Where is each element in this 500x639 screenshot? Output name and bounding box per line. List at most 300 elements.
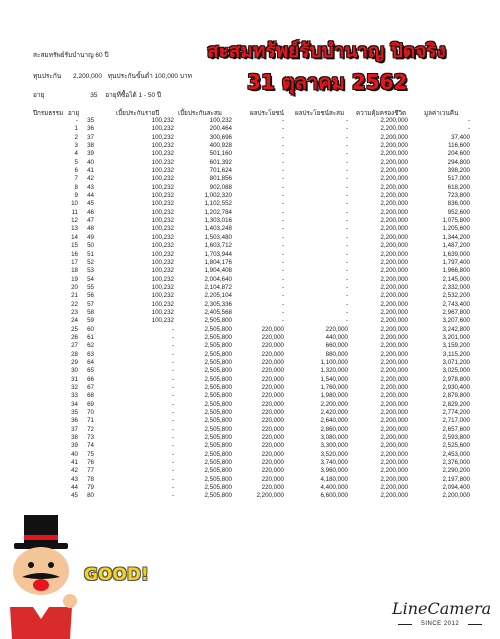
cell-cumulative-benefit: - bbox=[345, 217, 348, 225]
cell-life-cover: 2,200,000 bbox=[380, 208, 408, 216]
cell-surrender-value: 1,344,200 bbox=[442, 233, 470, 241]
cell-cumulative-premium: 1,503,480 bbox=[204, 233, 232, 241]
cell-benefit: 220,000 bbox=[261, 367, 284, 375]
cell-age: 58 bbox=[87, 308, 94, 316]
table-row bbox=[0, 476, 500, 484]
cell-age: 60 bbox=[87, 325, 94, 333]
cell-annual-premium: 100,232 bbox=[151, 308, 174, 316]
cell-age: 41 bbox=[87, 167, 94, 175]
cell-benefit: 220,000 bbox=[261, 434, 284, 442]
sum-insured-line bbox=[33, 71, 192, 81]
cell-policy-year: 27 bbox=[71, 342, 78, 350]
cell-cumulative-premium: 1,703,944 bbox=[204, 250, 232, 258]
cell-annual-premium: - bbox=[171, 425, 174, 433]
cell-cumulative-benefit: - bbox=[345, 183, 348, 191]
cell-age: 43 bbox=[87, 183, 94, 191]
promo-title: สะสมทรัพย์รับบำนาญ ปิดจริง bbox=[207, 40, 446, 62]
cell-cumulative-benefit: - bbox=[345, 292, 348, 300]
cell-cumulative-premium: 100,232 bbox=[209, 117, 232, 124]
cell-annual-premium: - bbox=[171, 367, 174, 375]
cell-policy-year: 12 bbox=[71, 217, 78, 225]
cell-cumulative-premium: 2,505,800 bbox=[204, 325, 232, 333]
cell-surrender-value: 2,332,000 bbox=[442, 283, 470, 291]
cell-life-cover: 2,200,000 bbox=[380, 267, 408, 275]
good-sticker: GOOD! bbox=[84, 565, 149, 585]
cell-policy-year: 38 bbox=[71, 434, 78, 442]
cell-surrender-value: 3,159,200 bbox=[442, 342, 470, 350]
cell-cumulative-premium: 2,505,800 bbox=[204, 442, 232, 450]
cell-annual-premium: - bbox=[171, 342, 174, 350]
table-row bbox=[0, 284, 500, 292]
cell-surrender-value: 2,290,200 bbox=[442, 467, 470, 475]
cell-surrender-value: 3,025,000 bbox=[442, 367, 470, 375]
cell-surrender-value: 2,525,600 bbox=[442, 442, 470, 450]
table-row bbox=[0, 467, 500, 475]
cell-surrender-value: 952,600 bbox=[447, 208, 470, 216]
cell-annual-premium: - bbox=[171, 442, 174, 450]
cell-cumulative-premium: 2,505,800 bbox=[204, 459, 232, 467]
cell-benefit: 220,000 bbox=[261, 375, 284, 383]
cell-annual-premium: 100,232 bbox=[151, 267, 174, 275]
cell-annual-premium: - bbox=[171, 459, 174, 467]
table-row bbox=[0, 192, 500, 200]
cell-policy-year: 8 bbox=[74, 183, 78, 191]
cell-policy-year: 18 bbox=[71, 267, 78, 275]
cell-policy-year: 10 bbox=[71, 200, 78, 208]
cell-life-cover: 2,200,000 bbox=[380, 367, 408, 375]
col-life-cover: ความคุ้มครองชีวิต bbox=[356, 110, 407, 117]
cell-age: 49 bbox=[87, 233, 94, 241]
cell-life-cover: 2,200,000 bbox=[380, 484, 408, 492]
cell-benefit: - bbox=[281, 267, 284, 275]
cell-surrender-value: 116,600 bbox=[448, 142, 470, 150]
cell-cumulative-premium: 2,505,800 bbox=[204, 425, 232, 433]
cell-life-cover: 2,200,000 bbox=[380, 258, 408, 266]
cell-age: 42 bbox=[87, 175, 94, 183]
cell-policy-year: 28 bbox=[71, 350, 78, 358]
cell-cumulative-benefit: 880,000 bbox=[325, 350, 348, 358]
cell-surrender-value: 2,967,800 bbox=[442, 308, 470, 316]
table-row bbox=[0, 142, 500, 150]
cell-age: 70 bbox=[87, 409, 94, 417]
cell-surrender-value: 2,593,800 bbox=[442, 434, 470, 442]
cell-age: 76 bbox=[87, 459, 94, 467]
cell-cumulative-premium: 501,160 bbox=[209, 150, 232, 158]
cell-surrender-value: 2,453,000 bbox=[442, 450, 470, 458]
cell-policy-year: 19 bbox=[71, 275, 78, 283]
cell-life-cover: 2,200,000 bbox=[380, 417, 408, 425]
cell-cumulative-benefit: 2,420,000 bbox=[320, 409, 348, 417]
cell-surrender-value: 2,774,200 bbox=[442, 409, 470, 417]
cell-surrender-value: 37,400 bbox=[451, 133, 470, 141]
cell-benefit: - bbox=[281, 300, 284, 308]
cell-policy-year: 45 bbox=[71, 492, 78, 500]
cell-policy-year: 32 bbox=[71, 384, 78, 391]
cell-age: 39 bbox=[87, 150, 94, 158]
table-body bbox=[0, 117, 500, 501]
cell-cumulative-benefit: 440,000 bbox=[325, 333, 348, 341]
cell-cumulative-premium: 2,505,800 bbox=[204, 434, 232, 442]
cell-annual-premium: - bbox=[171, 484, 174, 492]
cell-cumulative-premium: 400,928 bbox=[209, 142, 232, 150]
cell-annual-premium: - bbox=[171, 400, 174, 408]
cell-cumulative-premium: 2,505,800 bbox=[204, 317, 232, 325]
cell-cumulative-premium: 1,904,408 bbox=[204, 267, 232, 275]
cell-annual-premium: 100,232 bbox=[151, 200, 174, 208]
cell-policy-year: - bbox=[75, 117, 78, 124]
cell-benefit: 220,000 bbox=[261, 325, 284, 333]
cell-benefit: - bbox=[281, 308, 284, 316]
cell-annual-premium: 100,232 bbox=[151, 233, 174, 241]
cell-surrender-value: 2,978,800 bbox=[442, 375, 470, 383]
table-row bbox=[0, 234, 500, 242]
cell-cumulative-benefit: - bbox=[345, 192, 348, 200]
cell-cumulative-benefit: - bbox=[345, 242, 348, 250]
cell-cumulative-premium: 2,505,800 bbox=[204, 484, 232, 492]
cell-surrender-value: 3,242,800 bbox=[442, 325, 470, 333]
cell-benefit: 220,000 bbox=[261, 358, 284, 366]
table-row bbox=[0, 484, 500, 492]
cell-policy-year: 9 bbox=[74, 192, 78, 200]
cell-cumulative-benefit: 4,180,000 bbox=[320, 475, 348, 483]
cell-annual-premium: 100,232 bbox=[151, 317, 174, 325]
cell-life-cover: 2,200,000 bbox=[380, 300, 408, 308]
cell-benefit: 220,000 bbox=[261, 425, 284, 433]
table-row bbox=[0, 342, 500, 350]
cell-life-cover: 2,200,000 bbox=[380, 409, 408, 417]
cell-cumulative-premium: 2,205,104 bbox=[204, 292, 232, 300]
table-row bbox=[0, 367, 500, 375]
col-surrender-value: มูลค่าเวนคืน bbox=[424, 110, 459, 117]
cell-cumulative-premium: 701,624 bbox=[209, 167, 232, 175]
col-annual-premium: เบี้ยประกันรายปี bbox=[116, 110, 160, 117]
cell-life-cover: 2,200,000 bbox=[380, 350, 408, 358]
col-age: อายุ bbox=[68, 110, 80, 117]
table-row bbox=[0, 251, 500, 259]
cell-surrender-value: 1,075,800 bbox=[442, 217, 470, 225]
table-row bbox=[0, 417, 500, 425]
cell-cumulative-premium: 801,856 bbox=[209, 175, 232, 183]
cell-life-cover: 2,200,000 bbox=[380, 333, 408, 341]
cell-policy-year: 23 bbox=[71, 308, 78, 316]
cell-benefit: - bbox=[281, 250, 284, 258]
cell-annual-premium: - bbox=[171, 358, 174, 366]
cell-age: 46 bbox=[87, 208, 94, 216]
cell-surrender-value: 2,200,000 bbox=[442, 492, 470, 500]
promo-date: 31 ตุลาคม 2562 bbox=[247, 70, 408, 94]
cell-policy-year: 43 bbox=[71, 475, 78, 483]
mascot-illustration bbox=[0, 515, 80, 639]
table-row bbox=[0, 426, 500, 434]
cell-cumulative-premium: 200,464 bbox=[209, 125, 232, 133]
cell-age: 36 bbox=[87, 125, 94, 133]
cell-benefit: - bbox=[281, 225, 284, 233]
cell-life-cover: 2,200,000 bbox=[380, 442, 408, 450]
cell-life-cover: 2,200,000 bbox=[380, 150, 408, 158]
table-row bbox=[0, 384, 500, 392]
cell-annual-premium: 100,232 bbox=[151, 183, 174, 191]
cell-cumulative-premium: 2,505,800 bbox=[204, 392, 232, 400]
table-row bbox=[0, 326, 500, 334]
table-row bbox=[0, 317, 500, 325]
cell-life-cover: 2,200,000 bbox=[380, 292, 408, 300]
cell-life-cover: 2,200,000 bbox=[380, 175, 408, 183]
cell-age: 52 bbox=[87, 258, 94, 266]
cell-cumulative-benefit: - bbox=[345, 300, 348, 308]
cell-cumulative-benefit: 2,640,000 bbox=[320, 417, 348, 425]
cell-cumulative-premium: 2,505,800 bbox=[204, 475, 232, 483]
cell-cumulative-benefit: 1,540,000 bbox=[320, 375, 348, 383]
col-cumulative-benefit: ผลประโยชน์สะสม bbox=[295, 110, 345, 117]
cell-surrender-value: 2,657,600 bbox=[442, 425, 470, 433]
cell-policy-year: 21 bbox=[71, 292, 78, 300]
cell-benefit: 220,000 bbox=[261, 342, 284, 350]
cell-annual-premium: 100,232 bbox=[151, 242, 174, 250]
cell-policy-year: 35 bbox=[71, 409, 78, 417]
cell-policy-year: 11 bbox=[71, 208, 78, 216]
cell-policy-year: 4 bbox=[74, 150, 78, 158]
cell-policy-year: 39 bbox=[71, 442, 78, 450]
cell-surrender-value: 398,200 bbox=[447, 167, 470, 175]
cell-annual-premium: 100,232 bbox=[151, 167, 174, 175]
cell-annual-premium: 100,232 bbox=[151, 292, 174, 300]
cell-age: 35 bbox=[87, 117, 94, 124]
cell-benefit: 220,000 bbox=[261, 384, 284, 391]
cell-annual-premium: 100,232 bbox=[151, 125, 174, 133]
logo-since: SINCE 2012 bbox=[420, 621, 460, 627]
table-row bbox=[0, 376, 500, 384]
cell-surrender-value: - bbox=[467, 117, 470, 124]
cell-benefit: - bbox=[281, 158, 284, 166]
cell-policy-year: 33 bbox=[71, 392, 78, 400]
cell-life-cover: 2,200,000 bbox=[380, 242, 408, 250]
cell-cumulative-premium: 2,505,800 bbox=[204, 350, 232, 358]
plan-name: สะสมทรัพย์รับบำนาญ 60 ปี bbox=[33, 52, 109, 59]
cell-benefit: - bbox=[281, 150, 284, 158]
cell-policy-year: 29 bbox=[71, 358, 78, 366]
linecamera-logo: LineCamera bbox=[392, 599, 492, 618]
cell-policy-year: 30 bbox=[71, 367, 78, 375]
cell-age: 75 bbox=[87, 450, 94, 458]
cell-surrender-value: 294,800 bbox=[447, 158, 470, 166]
cell-life-cover: 2,200,000 bbox=[380, 283, 408, 291]
cell-benefit: - bbox=[281, 125, 284, 133]
table-row bbox=[0, 492, 500, 500]
cell-cumulative-benefit: 220,000 bbox=[325, 325, 348, 333]
cell-age: 78 bbox=[87, 475, 94, 483]
cell-life-cover: 2,200,000 bbox=[380, 117, 408, 124]
cell-age: 54 bbox=[87, 275, 94, 283]
cell-cumulative-benefit: - bbox=[345, 283, 348, 291]
cell-annual-premium: - bbox=[171, 434, 174, 442]
cell-benefit: - bbox=[281, 133, 284, 141]
cell-surrender-value: 3,201,000 bbox=[442, 333, 470, 341]
cell-age: 80 bbox=[87, 492, 94, 500]
cell-annual-premium: - bbox=[171, 333, 174, 341]
table-row bbox=[0, 159, 500, 167]
cell-annual-premium: 100,232 bbox=[151, 258, 174, 266]
cell-benefit: - bbox=[281, 242, 284, 250]
cell-cumulative-premium: 1,202,784 bbox=[204, 208, 232, 216]
cell-benefit: 220,000 bbox=[261, 400, 284, 408]
cell-life-cover: 2,200,000 bbox=[380, 200, 408, 208]
age-value: 35 bbox=[90, 92, 98, 99]
cell-annual-premium: 100,232 bbox=[151, 192, 174, 200]
cell-annual-premium: - bbox=[171, 325, 174, 333]
cell-age: 71 bbox=[87, 417, 94, 425]
cell-policy-year: 25 bbox=[71, 325, 78, 333]
sum-label: ทุนประกัน bbox=[33, 73, 62, 80]
cell-cumulative-benefit: 3,300,000 bbox=[320, 442, 348, 450]
cell-benefit: - bbox=[281, 175, 284, 183]
cell-cumulative-benefit: 3,740,000 bbox=[320, 459, 348, 467]
table-row bbox=[0, 225, 500, 233]
cell-cumulative-benefit: - bbox=[345, 200, 348, 208]
cell-benefit: - bbox=[281, 217, 284, 225]
cell-cumulative-benefit: - bbox=[345, 142, 348, 150]
table-row bbox=[0, 167, 500, 175]
cell-annual-premium: - bbox=[171, 384, 174, 391]
cell-surrender-value: 2,829,200 bbox=[442, 400, 470, 408]
cell-policy-year: 14 bbox=[71, 233, 78, 241]
cell-policy-year: 17 bbox=[71, 258, 78, 266]
cell-policy-year: 20 bbox=[71, 283, 78, 291]
cell-cumulative-benefit: 2,860,000 bbox=[320, 425, 348, 433]
cell-life-cover: 2,200,000 bbox=[380, 233, 408, 241]
cell-cumulative-premium: 2,505,800 bbox=[204, 450, 232, 458]
cell-age: 57 bbox=[87, 300, 94, 308]
cell-life-cover: 2,200,000 bbox=[380, 167, 408, 175]
cell-cumulative-benefit: - bbox=[345, 250, 348, 258]
cell-annual-premium: 100,232 bbox=[151, 150, 174, 158]
age-range: อายุที่ซื้อได้ 1 - 50 ปี bbox=[105, 92, 162, 99]
table-row bbox=[0, 217, 500, 225]
cell-cumulative-premium: 2,505,800 bbox=[204, 342, 232, 350]
table-row bbox=[0, 242, 500, 250]
table-row bbox=[0, 359, 500, 367]
cell-surrender-value: 1,487,200 bbox=[442, 242, 470, 250]
cell-age: 65 bbox=[87, 367, 94, 375]
cell-cumulative-premium: 2,505,800 bbox=[204, 384, 232, 391]
cell-surrender-value: 3,115,200 bbox=[442, 350, 470, 358]
cell-life-cover: 2,200,000 bbox=[380, 225, 408, 233]
cell-cumulative-benefit: - bbox=[345, 208, 348, 216]
cell-age: 40 bbox=[87, 158, 94, 166]
cell-annual-premium: 100,232 bbox=[151, 158, 174, 166]
cell-cumulative-premium: 1,102,552 bbox=[204, 200, 232, 208]
cell-surrender-value: 1,205,600 bbox=[442, 225, 470, 233]
cell-cumulative-benefit: 1,320,000 bbox=[320, 367, 348, 375]
cell-benefit: - bbox=[281, 142, 284, 150]
table-row bbox=[0, 401, 500, 409]
cell-policy-year: 13 bbox=[71, 225, 78, 233]
cell-policy-year: 22 bbox=[71, 300, 78, 308]
cell-age: 61 bbox=[87, 333, 94, 341]
cell-benefit: 220,000 bbox=[261, 442, 284, 450]
cell-age: 66 bbox=[87, 375, 94, 383]
table-row bbox=[0, 442, 500, 450]
cell-cumulative-benefit: 2,200,000 bbox=[320, 400, 348, 408]
cell-cumulative-benefit: 1,980,000 bbox=[320, 392, 348, 400]
cell-cumulative-benefit: - bbox=[345, 233, 348, 241]
cell-life-cover: 2,200,000 bbox=[380, 475, 408, 483]
cell-surrender-value: 1,797,400 bbox=[442, 258, 470, 266]
cell-policy-year: 31 bbox=[71, 375, 78, 383]
cell-cumulative-benefit: - bbox=[345, 167, 348, 175]
cell-annual-premium: 100,232 bbox=[151, 175, 174, 183]
table-row bbox=[0, 200, 500, 208]
cell-cumulative-benefit: 3,520,000 bbox=[320, 450, 348, 458]
cell-benefit: 220,000 bbox=[261, 484, 284, 492]
cell-life-cover: 2,200,000 bbox=[380, 392, 408, 400]
cell-benefit: - bbox=[281, 283, 284, 291]
cell-benefit: - bbox=[281, 117, 284, 124]
cell-cumulative-benefit: - bbox=[345, 267, 348, 275]
cell-benefit: 220,000 bbox=[261, 467, 284, 475]
cell-life-cover: 2,200,000 bbox=[380, 342, 408, 350]
cell-age: 59 bbox=[87, 317, 94, 325]
cell-surrender-value: 2,376,000 bbox=[442, 459, 470, 467]
cell-cumulative-benefit: 4,400,000 bbox=[320, 484, 348, 492]
cell-age: 74 bbox=[87, 442, 94, 450]
cell-annual-premium: 100,232 bbox=[151, 142, 174, 150]
cell-benefit: 220,000 bbox=[261, 409, 284, 417]
cell-life-cover: 2,200,000 bbox=[380, 325, 408, 333]
cell-life-cover: 2,200,000 bbox=[380, 142, 408, 150]
cell-cumulative-benefit: 1,760,000 bbox=[320, 384, 348, 391]
cell-cumulative-benefit: - bbox=[345, 225, 348, 233]
cell-cumulative-premium: 2,505,800 bbox=[204, 417, 232, 425]
cell-life-cover: 2,200,000 bbox=[380, 467, 408, 475]
cell-life-cover: 2,200,000 bbox=[380, 275, 408, 283]
cell-cumulative-premium: 1,403,248 bbox=[204, 225, 232, 233]
cell-surrender-value: 204,600 bbox=[447, 150, 470, 158]
table-row bbox=[0, 301, 500, 309]
cell-policy-year: 5 bbox=[74, 158, 78, 166]
cell-benefit: - bbox=[281, 258, 284, 266]
cell-annual-premium: 100,232 bbox=[151, 283, 174, 291]
col-cumulative-premium: เบี้ยประกันสะสม bbox=[178, 110, 222, 117]
cell-surrender-value: 2,532,200 bbox=[442, 292, 470, 300]
cell-age: 47 bbox=[87, 217, 94, 225]
cell-life-cover: 2,200,000 bbox=[380, 425, 408, 433]
cell-benefit: 220,000 bbox=[261, 459, 284, 467]
cell-surrender-value: 517,000 bbox=[447, 175, 470, 183]
cell-annual-premium: 100,232 bbox=[151, 208, 174, 216]
cell-life-cover: 2,200,000 bbox=[380, 492, 408, 500]
cell-cumulative-premium: 2,505,800 bbox=[204, 375, 232, 383]
cell-benefit: 220,000 bbox=[261, 450, 284, 458]
cell-cumulative-benefit: - bbox=[345, 175, 348, 183]
cell-surrender-value: 1,966,800 bbox=[442, 267, 470, 275]
table-row bbox=[0, 434, 500, 442]
cell-life-cover: 2,200,000 bbox=[380, 434, 408, 442]
cell-annual-premium: - bbox=[171, 492, 174, 500]
table-row bbox=[0, 184, 500, 192]
cell-annual-premium: 100,232 bbox=[151, 217, 174, 225]
cell-age: 68 bbox=[87, 392, 94, 400]
cell-life-cover: 2,200,000 bbox=[380, 192, 408, 200]
cell-cumulative-premium: 1,603,712 bbox=[204, 242, 232, 250]
cell-policy-year: 36 bbox=[71, 417, 78, 425]
table-row bbox=[0, 459, 500, 467]
cell-cumulative-benefit: - bbox=[345, 317, 348, 325]
cell-policy-year: 42 bbox=[71, 467, 78, 475]
cell-life-cover: 2,200,000 bbox=[380, 375, 408, 383]
cell-surrender-value: 3,071,200 bbox=[442, 358, 470, 366]
cell-annual-premium: - bbox=[171, 375, 174, 383]
cell-benefit: - bbox=[281, 317, 284, 325]
